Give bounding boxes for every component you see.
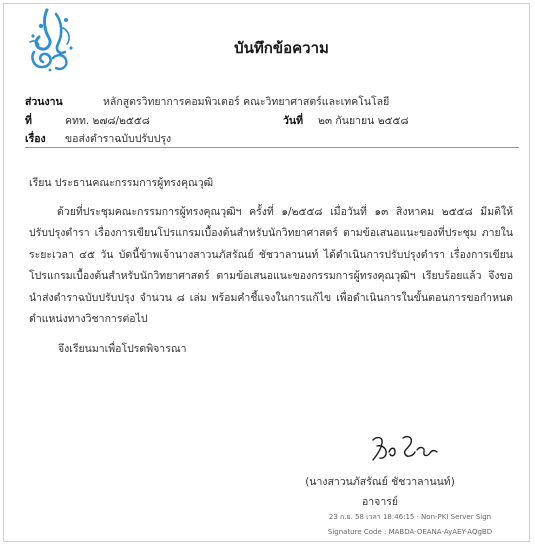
- department-label: ส่วนงาน: [25, 96, 63, 108]
- date-value: ๒๓ กันยายน ๒๕๕๘: [318, 115, 409, 127]
- reference-label: ที่: [25, 115, 32, 127]
- body-paragraph: ด้วยที่ประชุมคณะกรรมการผู้ทรงคุณวุฒิฯ ครั้งที่ ๑/๒๕๕๘ เมื่อวันที่ ๑๓ สิงหาคม ๒๕๕๘ มีมติให้ปรับปรุงตำรา เรื่องการเขียนโปรแกรมเบื้องต้นสำหรับนักวิทยาศาสตร์ ตามข้อเสนอแนะของที่ประชุม ภายในระยะเวลา ๔๕ วัน บัดนี้ข้าพเจ้านางสาวนภัสรัณย์ ชัชวาลานนท์ ได้ดำเนินการปรับปรุงตำรา เรื่องการเขียนโปรแกรมเบื้องต้นสำหรับนักวิทยาศาสตร์ ตามข้อเสนอแนะของกรรมการผู้ทรงคุณวุฒิฯ เรียบร้อยแล้ว จึงขอนำส่งตำราฉบับปรับปรุง จำนวน ๘ เล่ม พร้อมคำชี้แจงในการแก้ไข เพื่อดำเนินการในขั้นตอนการขอกำหนดตำแหน่งทางวิชาการต่อไป: [29, 206, 513, 326]
- memo-title: บันทึกข้อความ: [234, 39, 329, 57]
- department-value: หลักสูตรวิทยาการคอมพิวเตอร์ คณะวิทยาศาสตร์และเทคโนโลยี: [103, 96, 390, 108]
- handwritten-signature: [367, 432, 441, 466]
- reference-value: คทท. ๒๗๘/๒๕๕๘: [65, 115, 150, 127]
- date-label: วันที่: [283, 115, 303, 127]
- salutation: เรียน ประธานคณะกรรมการผู้ทรงคุณวุฒิ: [29, 177, 214, 189]
- e-signature-timestamp: 23 ก.ย. 58 เวลา 18:46:15 · Non-PKI Server Sign: [328, 513, 492, 521]
- header-divider: [25, 147, 519, 148]
- subject-value: ขอส่งตำราฉบับปรับปรุง: [65, 133, 172, 145]
- e-signature-code: Signature Code : MABDA-OEANA-AyAEY-AQgBD: [327, 528, 493, 536]
- subject-label: เรื่อง: [25, 133, 46, 145]
- signer-name: (นางสาวนภัสรัณย์ ชัชวาลานนท์): [305, 476, 455, 488]
- signer-position: อาจารย์: [361, 496, 399, 508]
- closing-line: จึงเรียนมาเพื่อโปรดพิจารณา: [58, 343, 187, 355]
